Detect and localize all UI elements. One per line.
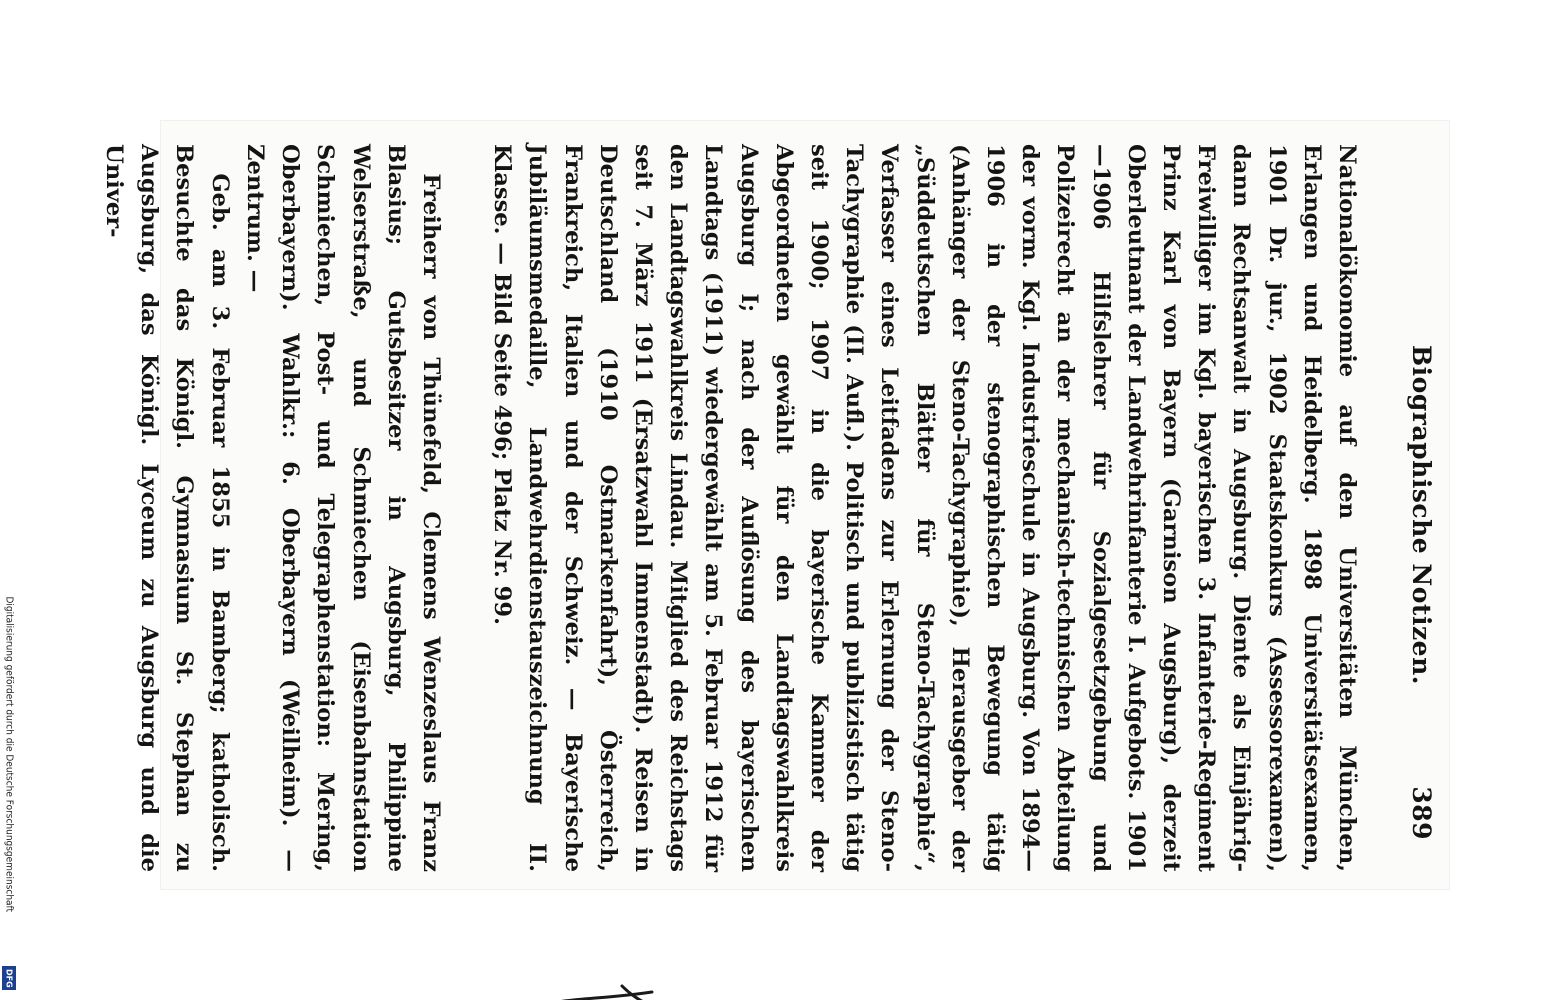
entry-biography: Geb. am 3. Februar 1855 in Bamberg; katholisch. Besuchte das Königl. Gymnasium St. Stephan zu Augsburg, das Königl. Lyceum zu Augsburg und die Univer- (101, 144, 233, 872)
digitization-credit: Digitalisierung gefördert durch die Deutsche Forschungsgemeinschaft (3, 596, 15, 913)
scanned-page (101, 120, 1450, 890)
page-body (96, 144, 1364, 872)
biography-entry (237, 144, 448, 872)
entry-details: Clemens Wenzeslaus Franz Blasius; Gutsbesitzer in Augsburg, Philippine Welserstraße, und Schmiechen (Eisenbahnstation Schmiechen, Post- und Telegraphenstation: Mering, Oberbayern). Wahlkr.: 6. Oberbayern (Weilheim). — Zentrum. — (241, 144, 444, 873)
running-head-title: Biographische Notizen. (1407, 345, 1436, 685)
entry-name: Freiherr von Thünefeld, (417, 173, 444, 495)
digitization-credit-strip (0, 596, 18, 1000)
running-head (1396, 180, 1436, 850)
page-number: 389 (1407, 786, 1436, 840)
rotated-page-content (101, 120, 1450, 890)
paragraph-continuation: Nationalökonomie auf den Universitäten München, Erlangen und Heidelberg. 1898 Universitätsexamen, 1901 Dr. jur., 1902 Staatskonkurs (Assessorexamen), dann Rechtsanwalt in Augsburg. Diente als Einjährig-Freiwilliger im Kgl. bayerischen 3. Infanterie-Regiment Prinz Karl von Bayern (Garnison Augsburg), derzeit Oberleutnant der Landwehrinfanterie I. Aufgebots. 1901—1906 Hilfslehrer für Sozialgesetzgebung und Polizeirecht an der mechanisch-technischen Abteilung der vorm. Kgl. Industrieschule in Augsburg. Von 1894—1906 in der stenographischen Bewegung tätig (Anhänger der Steno-Tachygraphie), Herausgeber der „Süddeutschen Blätter für Steno-Tachygraphie“, Verfasser eines Leitfadens zur Erlernung der Steno-Tachygraphie (II. Aufl.). Politisch und publizistisch tätig seit 1900; 1907 in die bayerische Kammer der Abgeordneten gewählt für den Landtagswahlkreis Augsburg I; nach der Auflösung des bayerischen Landtags (1911) wiedergewählt am 5. Februar 1912 für den Landtagswahlkreis Lindau. Mitglied des Reichstags seit 7. März 1911 (Ersatzwahl Immenstadt). Reisen in Deutschland (1910 Ostmarkenfahrt), Österreich, Frankreich, Italien und der Schweiz. — Bayerische Jubiläumsmedaille, Landwehrdienstauszeichnung II. Klasse. — Bild Seite 496; Platz Nr. 99. (489, 144, 1360, 872)
dfg-logo-icon: DFG (2, 966, 16, 990)
pencil-mark-icon (552, 958, 662, 1000)
